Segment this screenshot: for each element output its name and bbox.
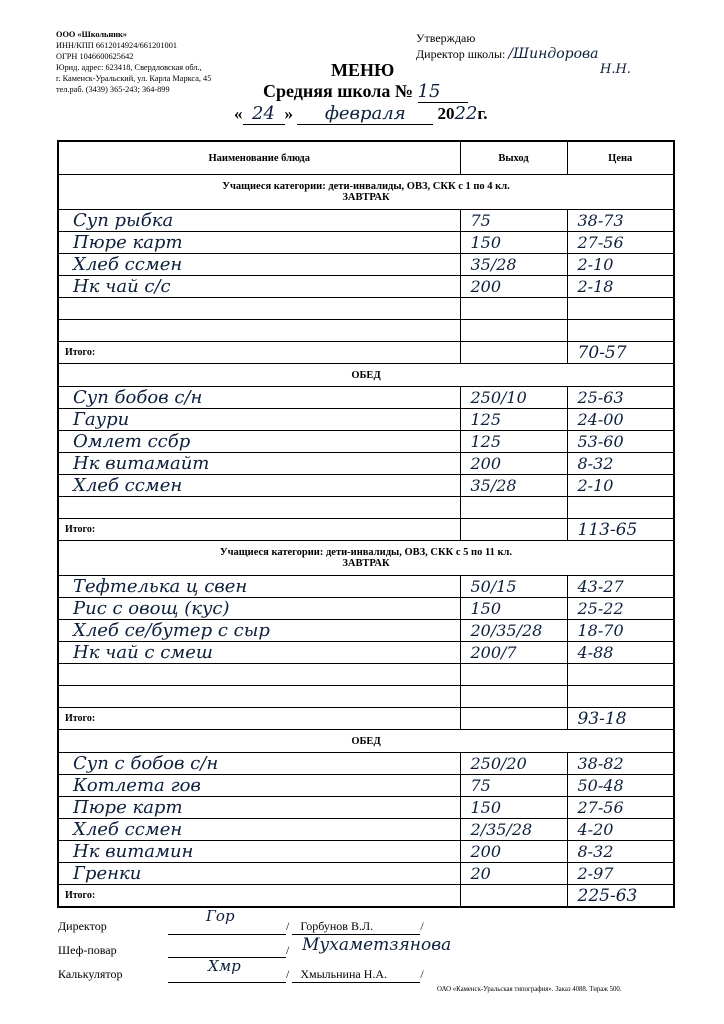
dish-cell: Нк чай с/с — [58, 276, 460, 298]
price-cell: 24-00 — [567, 409, 674, 431]
price-cell: 38-73 — [567, 210, 674, 232]
school-number: 15 — [418, 81, 468, 103]
dish-cell: Гренки — [58, 863, 460, 885]
price-cell: 8-32 — [567, 841, 674, 863]
output-cell: 2/35/28 — [460, 819, 567, 841]
output-cell: 50/15 — [460, 576, 567, 598]
section-meal: ЗАВТРАК — [342, 558, 390, 569]
table-row — [58, 819, 674, 841]
chef-role: Шеф-повар — [58, 943, 117, 957]
org-ogrn: ОГРН 1046600625642 — [56, 51, 134, 61]
total-price: 113-65 — [567, 519, 674, 541]
signature-row-calculator: Калькулятор / Хмыльнина Н.А. / — [58, 967, 424, 981]
price-cell: 53-60 — [567, 431, 674, 453]
total-row — [58, 885, 674, 908]
price-cell: 43-27 — [567, 576, 674, 598]
table-row — [58, 453, 674, 475]
price-cell: 27-56 — [567, 232, 674, 254]
total-price: 70-57 — [567, 342, 674, 364]
director-signature: Гор — [206, 907, 235, 925]
section-header — [58, 175, 674, 210]
price-cell: 4-20 — [567, 819, 674, 841]
table-row — [58, 475, 674, 497]
output-cell: 200 — [460, 841, 567, 863]
output-cell: 75 — [460, 210, 567, 232]
price-cell — [567, 320, 674, 342]
output-cell — [460, 298, 567, 320]
table-row — [58, 775, 674, 797]
table-row — [58, 576, 674, 598]
section-category: Учащиеся категории: дети-инвалиды, ОВЗ, СКК с 1 по 4 кл. — [222, 181, 510, 192]
table-row — [58, 387, 674, 409]
output-cell: 250/10 — [460, 387, 567, 409]
director-name: Горбунов В.Л. — [292, 919, 420, 935]
price-cell: 25-63 — [567, 387, 674, 409]
output-cell: 35/28 — [460, 254, 567, 276]
dish-cell: Суп с бобов с/н — [58, 753, 460, 775]
output-cell: 75 — [460, 775, 567, 797]
org-address-line1: Юрид. адрес: 623418, Свердловская обл., — [56, 62, 202, 72]
signature-row-chef: Шеф-повар / — [58, 943, 290, 957]
calculator-role: Калькулятор — [58, 967, 123, 981]
table-row — [58, 497, 674, 519]
dish-cell: Гаури — [58, 409, 460, 431]
table-row — [58, 686, 674, 708]
output-cell: 250/20 — [460, 753, 567, 775]
section-header — [58, 364, 674, 387]
output-cell: 150 — [460, 232, 567, 254]
signature-row-director: Директор / Горбунов В.Л. / — [58, 919, 424, 933]
table-row — [58, 254, 674, 276]
dish-cell — [58, 298, 460, 320]
price-cell: 4-88 — [567, 642, 674, 664]
org-inn: ИНН/КПП 6612014924/661201001 — [56, 40, 177, 50]
dish-cell: Суп рыбка — [58, 210, 460, 232]
dish-cell — [58, 497, 460, 519]
total-output-cell — [460, 519, 567, 541]
price-cell: 2-10 — [567, 254, 674, 276]
date-close-quote: » — [284, 104, 293, 123]
page-title: МЕНЮ — [331, 60, 395, 80]
approval-block — [416, 30, 716, 77]
total-price: 225-63 — [567, 885, 674, 908]
table-row — [58, 753, 674, 775]
column-header-dish: Наименование блюда — [58, 141, 460, 175]
organization-details — [56, 30, 211, 95]
table-row — [58, 298, 674, 320]
total-output-cell — [460, 885, 567, 908]
output-cell: 150 — [460, 797, 567, 819]
output-cell: 150 — [460, 598, 567, 620]
dish-cell — [58, 664, 460, 686]
table-row — [58, 642, 674, 664]
dish-cell: Хлеб ссмен — [58, 819, 460, 841]
table-row — [58, 841, 674, 863]
output-cell: 20 — [460, 863, 567, 885]
dish-cell: Нк витамин — [58, 841, 460, 863]
dish-cell: Нк витамайт — [58, 453, 460, 475]
price-cell: 25-22 — [567, 598, 674, 620]
price-cell: 50-48 — [567, 775, 674, 797]
total-label: Итого: — [58, 342, 460, 364]
table-header-row — [58, 141, 674, 175]
price-cell — [567, 497, 674, 519]
section-category: Учащиеся категории: дети-инвалиды, ОВЗ, СКК с 5 по 11 кл. — [219, 547, 513, 558]
calculator-name: Хмыльнина Н.А. — [292, 967, 420, 983]
approval-director-signature: /Шиндорова — [508, 46, 599, 62]
approval-director-line — [416, 46, 716, 62]
org-phone: тел.раб. (3439) 365-243; 364-899 — [56, 84, 170, 94]
calculator-signature: Хмр — [208, 957, 241, 975]
table-row — [58, 863, 674, 885]
output-cell — [460, 497, 567, 519]
dish-cell — [58, 320, 460, 342]
price-cell — [567, 664, 674, 686]
table-row — [58, 320, 674, 342]
price-cell: 8-32 — [567, 453, 674, 475]
dish-cell: Нк чай с смеш — [58, 642, 460, 664]
table-row — [58, 409, 674, 431]
dish-cell: Суп бобов с/н — [58, 387, 460, 409]
section-header — [58, 541, 674, 576]
dish-cell: Тефтелька ц свен — [58, 576, 460, 598]
total-label: Итого: — [58, 519, 460, 541]
total-price: 93-18 — [567, 708, 674, 730]
school-label: Средняя школа № — [263, 81, 413, 101]
column-header-output: Выход — [460, 141, 567, 175]
menu-table — [57, 140, 675, 908]
dish-cell: Хлеб ссмен — [58, 254, 460, 276]
table-row — [58, 431, 674, 453]
dish-cell: Омлет ссбр — [58, 431, 460, 453]
dish-cell: Пюре карт — [58, 232, 460, 254]
price-cell: 2-18 — [567, 276, 674, 298]
dish-cell: Котлета гов — [58, 775, 460, 797]
section-meal: ОБЕД — [351, 735, 381, 747]
school-line — [263, 81, 468, 103]
date-day: 24 — [243, 103, 285, 125]
output-cell: 200 — [460, 276, 567, 298]
printer-info: ОАО «Каменск-Уральская типография». Заказ 4088. Тираж 500. — [437, 986, 622, 993]
price-cell: 2-10 — [567, 475, 674, 497]
price-cell — [567, 686, 674, 708]
date-year-prefix: 20 — [437, 104, 455, 123]
menu-date — [234, 103, 487, 125]
table-row — [58, 620, 674, 642]
dish-cell — [58, 686, 460, 708]
price-cell: 38-82 — [567, 753, 674, 775]
output-cell: 125 — [460, 431, 567, 453]
approval-director-label: Директор школы: — [416, 47, 506, 61]
date-open-quote: « — [234, 104, 243, 123]
dish-cell: Хлеб се/бутер с сыр — [58, 620, 460, 642]
dish-cell: Рис с овощ (кус) — [58, 598, 460, 620]
column-header-price: Цена — [567, 141, 674, 175]
dish-cell: Пюре карт — [58, 797, 460, 819]
table-row — [58, 276, 674, 298]
total-output-cell — [460, 342, 567, 364]
output-cell: 125 — [460, 409, 567, 431]
date-year-end: г. — [477, 104, 488, 123]
table-row — [58, 232, 674, 254]
table-row — [58, 797, 674, 819]
price-cell: 2-97 — [567, 863, 674, 885]
output-cell: 35/28 — [460, 475, 567, 497]
approval-director-initials: Н.Н. — [600, 62, 631, 77]
price-cell: 18-70 — [567, 620, 674, 642]
output-cell: 200 — [460, 453, 567, 475]
date-month: февраля — [297, 103, 433, 125]
org-address-line2: г. Каменск-Уральский, ул. Карла Маркса, 45 — [56, 73, 212, 83]
approval-label: Утверждаю — [416, 31, 476, 45]
table-row — [58, 664, 674, 686]
total-row — [58, 519, 674, 541]
total-output-cell — [460, 708, 567, 730]
date-year-suffix: 22 — [454, 103, 478, 124]
output-cell — [460, 320, 567, 342]
output-cell — [460, 686, 567, 708]
total-label: Итого: — [58, 885, 460, 908]
dish-cell: Хлеб ссмен — [58, 475, 460, 497]
output-cell: 200/7 — [460, 642, 567, 664]
chef-signature: Мухаметзянова — [302, 935, 452, 955]
director-role: Директор — [58, 919, 107, 933]
table-row — [58, 210, 674, 232]
org-name: ООО «Школьник» — [56, 30, 127, 39]
section-meal: ОБЕД — [351, 369, 381, 381]
output-cell: 20/35/28 — [460, 620, 567, 642]
price-cell — [567, 298, 674, 320]
total-row — [58, 708, 674, 730]
total-row — [58, 342, 674, 364]
price-cell: 27-56 — [567, 797, 674, 819]
total-label: Итого: — [58, 708, 460, 730]
section-meal: ЗАВТРАК — [342, 192, 390, 203]
output-cell — [460, 664, 567, 686]
section-header — [58, 730, 674, 753]
table-row — [58, 598, 674, 620]
